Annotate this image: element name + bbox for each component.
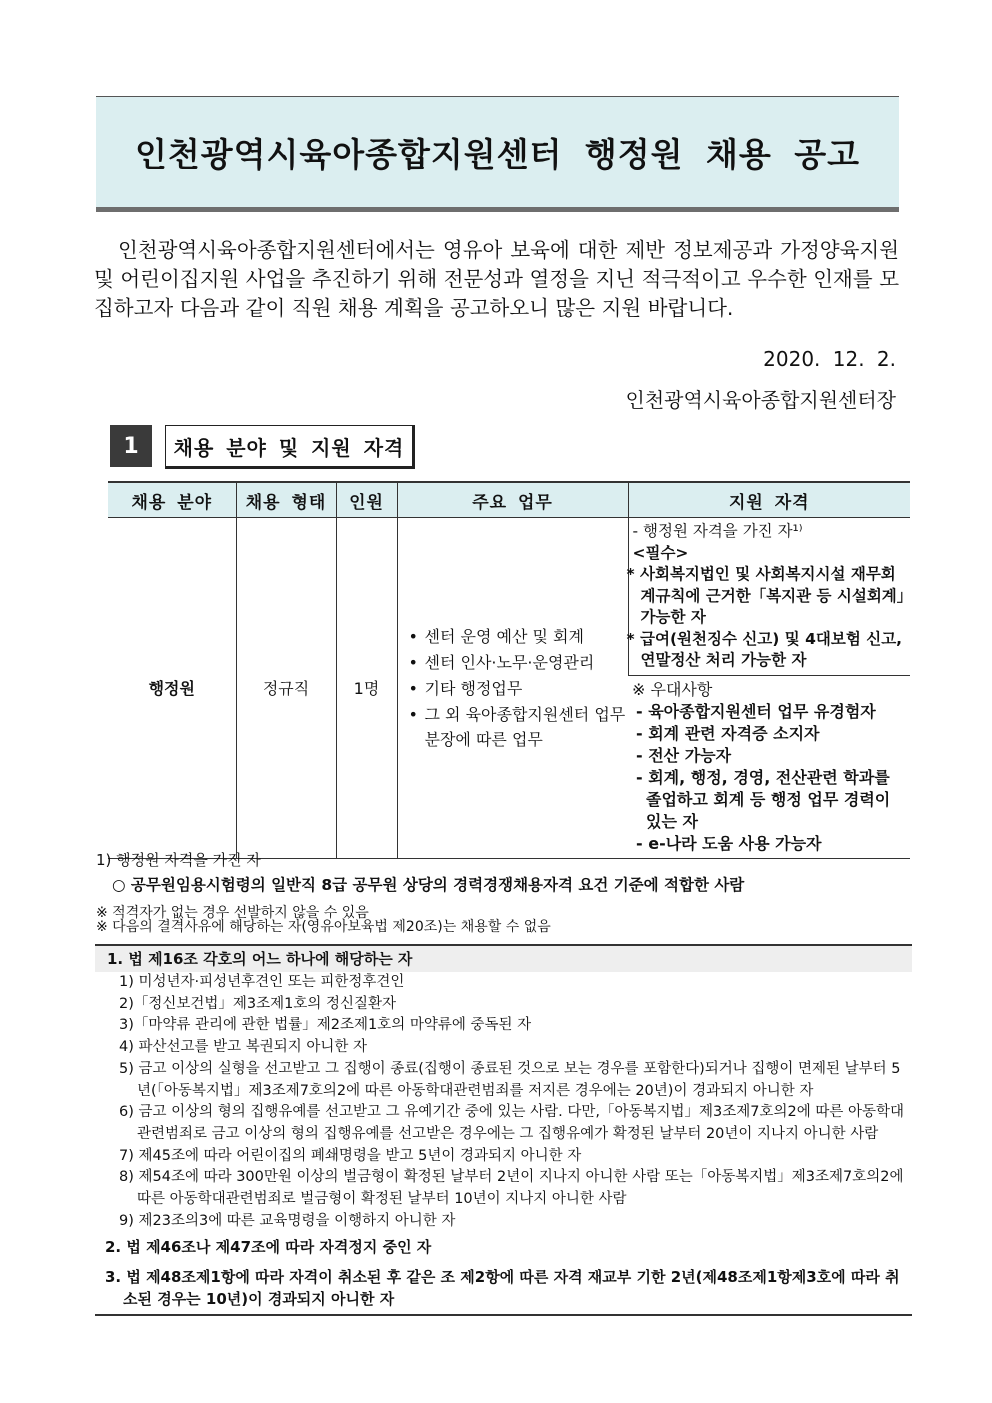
disqualification-item-2 [95,1232,912,1262]
duty-item: • 기타 행정업무 [409,676,627,701]
header-duties: 주요 업무 [397,482,628,518]
header-field: 채용 분야 [108,482,236,518]
required-label: <필수> [632,543,689,562]
cell-qualification-preferred [628,675,910,858]
list-item: 6) 금고 이상의 형의 집행유예를 선고받고 그 유예기간 중에 있는 사람. 다만,「아동복지법」제3조제7호의2에 따른 아동학대관련범죄로 금고 이상의 형의 집행유예를 선고받은 경우에는 그 집행유예가 확정된 날부터 20년이 지나지 아니한 사람 [119,1104,905,1142]
header-type: 채용 형태 [236,482,336,518]
cell-field: 행정원 [108,518,236,859]
section-number: 1 [110,425,152,467]
page-title: 인천광역시육아종합지원센터 행정원 채용 공고 [134,134,861,174]
preferred-label: ※ 우대사항 [632,679,713,699]
header-qualification: 지원 자격 [628,482,910,518]
qual-main: - 행정원 자격을 가진 자¹⁾ [632,522,803,540]
signer: 인천광역시육아종합지원센터장 [625,388,896,412]
cell-type: 정규직 [236,518,336,859]
footnote-notes [96,906,551,934]
required-item: * 급여(원천징수 신고) 및 4대보험 신고, 연말정산 처리 가능한 자 [626,629,903,669]
duty-item: • 센터 운영 예산 및 회계 [409,624,627,649]
qualification-required [626,518,911,675]
cell-duties [397,518,628,859]
duty-item: • 센터 인사·노무·운영관리 [409,650,627,675]
preferred-item: - 회계, 행정, 경영, 전산관련 학과를 졸업하고 회계 등 행정 업무 경력이 있는 자 [636,767,891,831]
note-line: ※ 다음의 결격사유에 해당하는 자(영유아보육법 제20조)는 채용할 수 없음 [96,919,551,935]
footnote-body: ○ 공무원임용시험령의 일반직 8급 공무원 상당의 경력경쟁채용자격 요건 기준에 적합한 사람 [112,876,745,894]
qualification-preferred [628,676,910,858]
footnote-title: 1) 행정원 자격을 가진 자 [96,851,261,869]
disqualification-box [95,944,912,1316]
section-title: 채용 분야 및 지원 자격 [165,425,415,469]
item-2-text: 2. 법 제46조나 제47조에 따라 자격정지 중인 자 [105,1238,432,1257]
item-3-text: 3. 법 제48조제1항에 따라 자격이 취소된 후 같은 조 제2항에 따른 자격 재교부 기한 2년(제48조제1항제3호에 따라 취소된 경우는 10년)이 경과되지 아니한 자 [105,1268,900,1309]
table-row [108,518,910,676]
preferred-item: - 전산 가능자 [636,745,732,765]
header-count: 인원 [336,482,397,518]
duties-list [399,624,627,752]
disqualification-head: 1. 법 제16조 각호의 어느 하나에 해당하는 자 [95,946,912,972]
intro-paragraph: 인천광역시육아종합지원센터에서는 영유아 보육에 대한 제반 정보제공과 가정양육지원 및 어린이집지원 사업을 추진하기 위해 전문성과 열정을 지닌 적극적이고 우수한 인재를 모집하고자 다음과 같이 직원 채용 계획을 공고하오니 많은 지원 바랍니다. [94,238,899,320]
title-banner [96,96,899,212]
list-item: 1) 미성년자·피성년후견인 또는 피한정후견인 [119,974,405,990]
disqualification-items [95,972,912,1232]
list-item: 5) 금고 이상의 실형을 선고받고 그 집행이 종료(집행이 종료된 것으로 보는 경우를 포함한다)되거나 집행이 면제된 날부터 5년(「아동복지법」제3조제7호의2에 따른 아동학대관련범죄를 저지른 경우에는 20년)이 경과되지 아니한 자 [119,1060,901,1099]
required-item: * 사회복지법인 및 사회복지시설 재무회계규칙에 근거한「복지관 등 시설회계」가능한 자 [626,565,905,626]
note-line: ※ 적격자가 없는 경우 선발하지 않을 수 있음 [96,905,369,921]
announcement-date: 2020. 12. 2. [763,347,896,371]
cell-count: 1명 [336,518,397,859]
list-item: 4) 파산선고를 받고 복권되지 아니한 자 [119,1039,368,1056]
table-header-row [108,482,910,518]
preferred-item: - 회계 관련 자격증 소지자 [636,723,820,743]
preferred-item: - e-나라 도움 사용 가능자 [636,833,822,853]
list-item: 2)「정신보건법」제3조제1호의 정신질환자 [119,995,397,1012]
list-item: 9) 제23조의3에 따른 교육명령을 이행하지 아니한 자 [119,1212,456,1229]
disqualification-item-3 [95,1262,912,1314]
list-item: 3)「마약류 관리에 관한 법률」제2조제1호의 마약류에 중독된 자 [119,1017,532,1034]
preferred-item: - 육아종합지원센터 업무 유경험자 [636,701,876,721]
list-item: 7) 제45조에 따라 어린이집의 폐쇄명령을 받고 5년이 경과되지 아니한 자 [119,1147,582,1164]
recruitment-table [108,481,910,859]
list-item: 8) 제54조에 따라 300만원 이상의 벌금형이 확정된 날부터 2년이 지나지 아니한 사람 또는「아동복지법」제3조제7호의2에 따른 아동학대관련범죄로 벌금형이 확정된 날부터 10년이 지나지 아니한 사람 [119,1169,904,1208]
cell-qualification-required [628,518,910,676]
duty-item: • 그 외 육아종합지원센터 업무 분장에 따른 업무 [409,702,627,752]
